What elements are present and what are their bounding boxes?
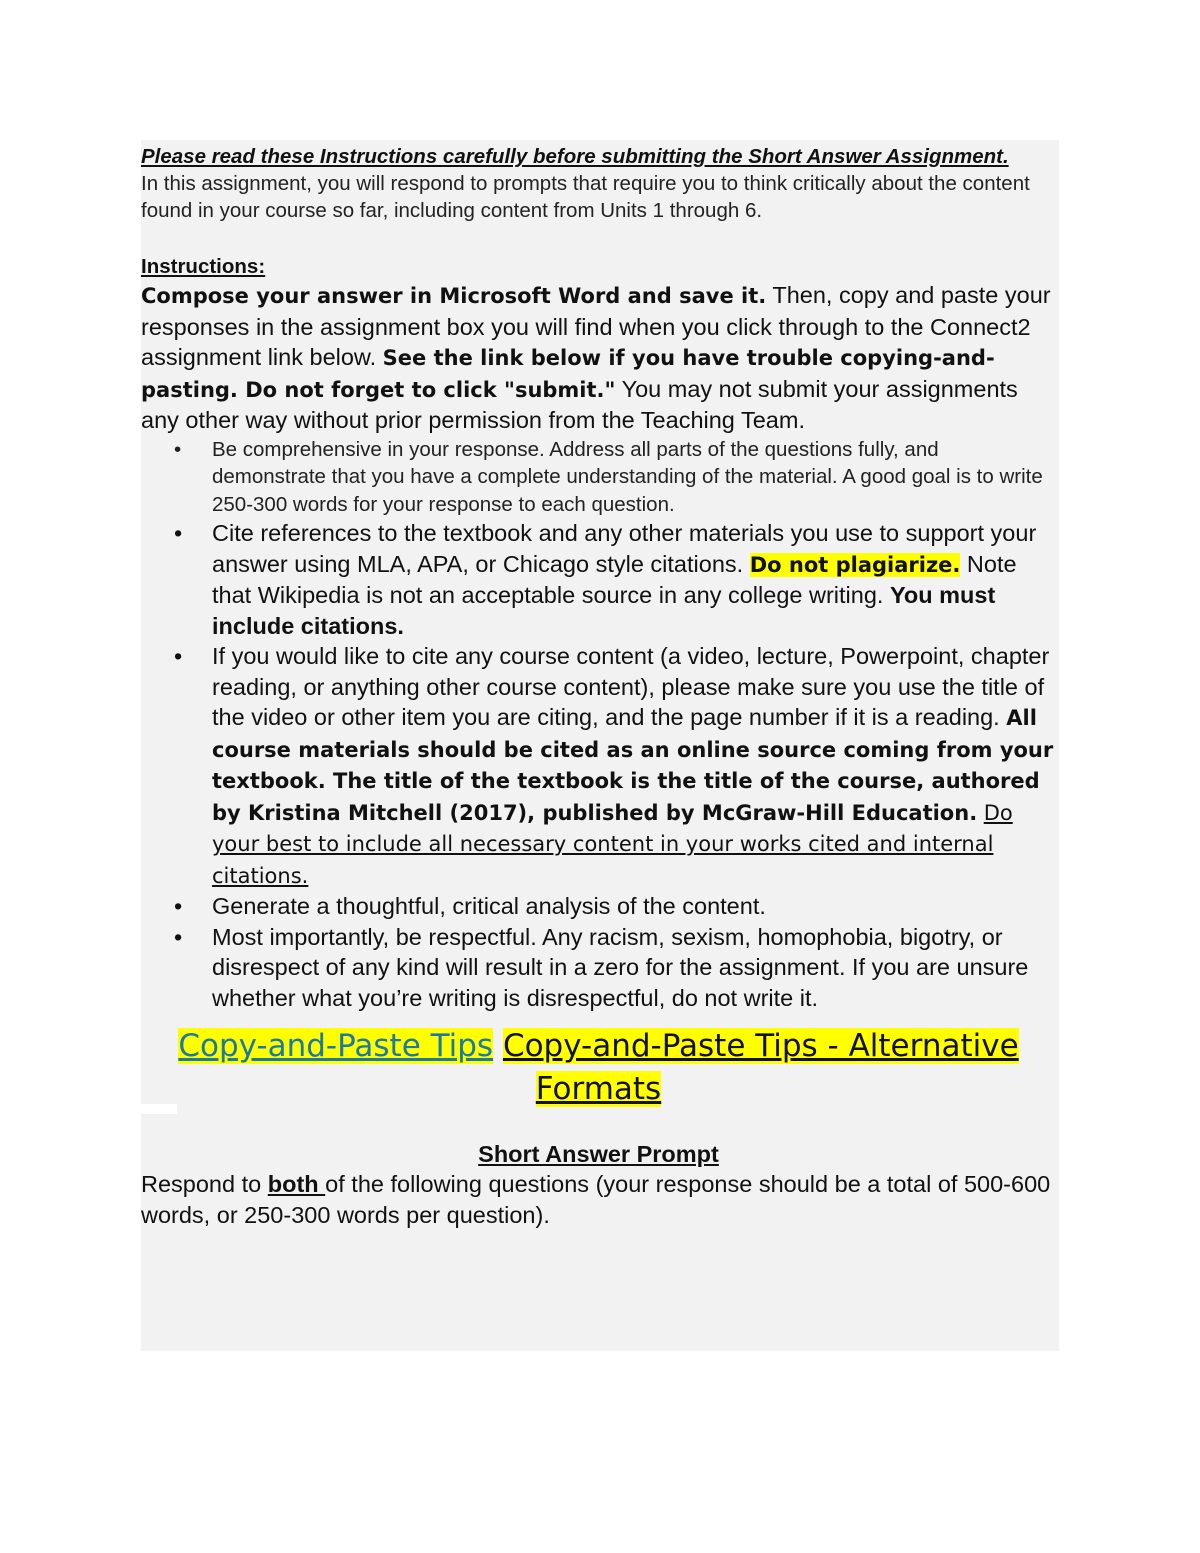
bullet-icon: •	[174, 520, 183, 546]
instructions-list	[141, 436, 1056, 1014]
instructions-label: Instructions:	[141, 255, 266, 278]
course-materials-bold: All course materials should be cited as an online source coming from your textbook. The title of the textbook is the title of the course, authored by Kristina Mitchell (2017), published by McGraw-Hill Education.	[212, 706, 1054, 825]
bullet-text: Note that Wikipedia is not an acceptable source in any college writing.	[212, 550, 1017, 608]
trouble-bold: See the link below if you have trouble copying-and-pasting. Do not forget to click "submit."	[141, 346, 995, 402]
compose-paragraph	[141, 280, 1056, 436]
bullet-icon: •	[174, 437, 182, 461]
tips-links	[141, 1025, 1056, 1111]
bullet-text: Most importantly, be respectful. Any racism, sexism, homophobia, bigotry, or disrespect of any kind will result in a zero for the assignment. If you are unsure whether what you’re writing is disrespectful, do not write it.	[212, 923, 1029, 1011]
plagiarize-highlight: Do not plagiarize.	[749, 552, 961, 577]
list-item	[174, 922, 1056, 1014]
works-cited-underline: Do your best to include all necessary content in your works cited and internal citations.	[212, 800, 1013, 888]
bullet-text: If you would like to cite any course content (a video, lecture, Powerpoint, chapter reading, or anything other course content), please make sure you use the title of the video or other item you are citing, and the page number if it is a reading.	[212, 643, 1050, 730]
instructions-heading: Please read these Instructions carefully before submitting the Short Answer Assignment.	[141, 145, 1009, 168]
compose-rest: Then, copy and paste your responses in the assignment box you will find when you click through to the Connect2 assignment link below.	[141, 282, 1051, 370]
list-item	[174, 518, 1056, 641]
citations-bold: You must include citations.	[212, 582, 996, 639]
respond-pre: Respond to	[141, 1171, 268, 1197]
bullet-icon: •	[174, 923, 183, 950]
prompt-title: Short Answer Prompt	[478, 1141, 719, 1167]
both-bold: both	[267, 1171, 326, 1197]
bullet-icon: •	[174, 893, 183, 919]
permission-text: You may not submit your assignments any other way without prior permission from the Teaching Team.	[141, 375, 1018, 433]
document-content	[141, 143, 1056, 1230]
list-item	[174, 436, 1056, 519]
bullet-icon: •	[174, 643, 183, 669]
bullet-text: Be comprehensive in your response. Address all parts of the questions fully, and demonstrate that you have a complete understanding of the material. A good goal is to write 250-300 words for your response to each question.	[212, 437, 1043, 516]
bullet-text: Cite references to the textbook and any other materials you use to support your answer using MLA, APA, or Chicago style citations.	[212, 520, 1037, 577]
prompt-paragraph	[141, 1169, 1056, 1230]
bullet-text: Generate a thoughtful, critical analysis of the content.	[212, 893, 766, 919]
compose-bold: Compose your answer in Microsoft Word and save it.	[141, 284, 767, 308]
spacer	[141, 224, 1056, 253]
intro-paragraph: In this assignment, you will respond to prompts that require you to think critically about the content found in your course so far, including content from Units 1 through 6.	[141, 172, 1030, 222]
respond-post: of the following questions (your response should be a total of 500-600 words, or 250-300 words per question).	[141, 1171, 1051, 1228]
copy-paste-tips-link[interactable]: Copy-and-Paste Tips	[178, 1028, 494, 1064]
list-item	[174, 641, 1056, 891]
list-item	[174, 891, 1056, 922]
alternative-formats-link[interactable]: Copy-and-Paste Tips - Alternative Formats	[502, 1028, 1019, 1107]
